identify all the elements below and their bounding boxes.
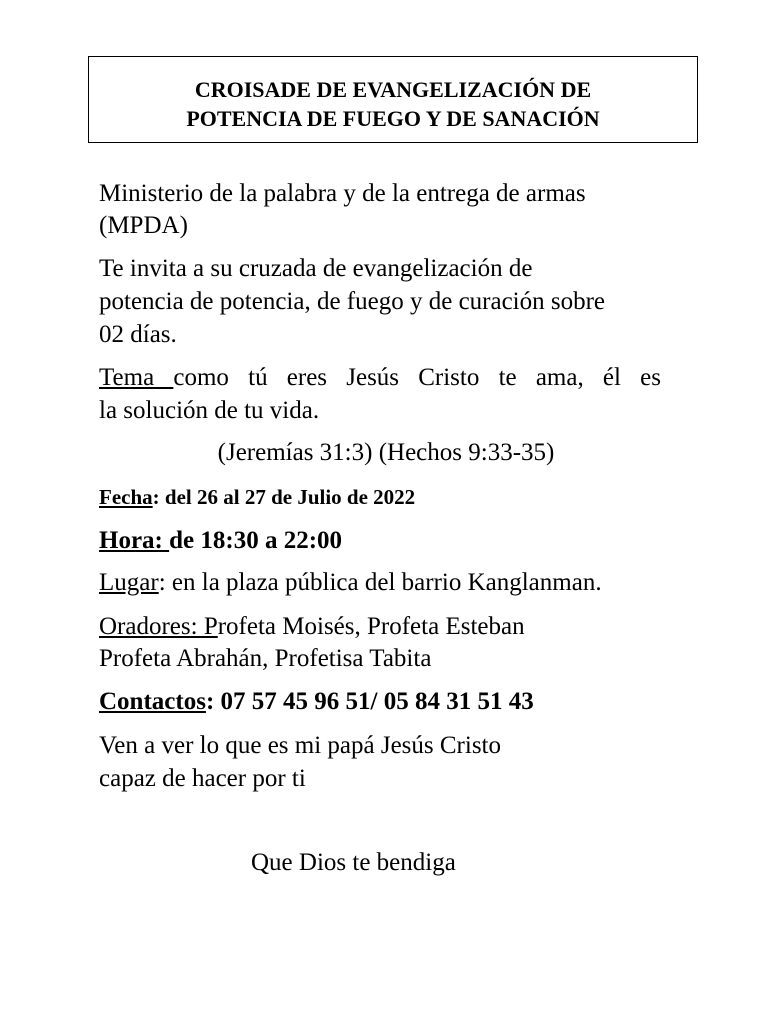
speakers-line-1 [99,611,525,643]
ministry-line-2: (MPDA) [99,212,188,239]
place-value: : en la plaza pública del barrio Kanglanman. [158,569,602,596]
ministry-line-1: Ministerio de la palabra y de la entrega de armas [99,180,586,207]
bible-verses: (Jeremías 31:3) (Hechos 9:33-35) [217,439,555,466]
contacts-line [99,686,534,718]
date-line [99,481,415,513]
invite-line-1: Te invita a su cruzada de evangelización de [99,255,533,282]
invite-line-3: 02 días. [99,321,177,348]
contacts-label: Contactos [99,688,206,715]
invite-line-2: potencia de potencia, de fuego y de curación sobre [99,288,606,315]
theme-label: Tema [99,364,174,391]
title-line-1: CROISADE DE EVANGELIZACIÓN DE [194,77,592,102]
contacts-value: : 07 57 45 96 51/ 05 84 31 51 43 [205,688,534,715]
closing-line-1: Ven a ver lo que es mi papá Jesús Cristo [99,732,502,759]
time-value: de 18:30 a 22:00 [169,527,343,554]
title-box [88,56,698,143]
time-label: Hora: [99,527,170,554]
time-line [99,525,342,557]
date-value: : del 26 al 27 de Julio de 2022 [152,485,416,509]
place-line [99,567,602,599]
date-label: Fecha [99,485,153,509]
place-label: Lugar [99,569,159,596]
title-line-2: POTENCIA DE FUEGO Y DE SANACIÓN [186,106,600,131]
speakers-line-2: Profeta Abrahán, Profetisa Tabita [99,645,432,672]
closing-line-2: capaz de hacer por ti [99,765,306,792]
speakers-label: Oradores: P [99,613,218,640]
theme-line-2: la solución de tu vida. [99,397,320,424]
speakers-text: rofeta Moisés, Profeta Esteban [217,613,525,640]
theme-text: como tú eres Jesús Cristo te ama, él es [173,364,661,391]
theme-line-1 [99,362,661,394]
blessing: Que Dios te bendiga [251,849,456,876]
